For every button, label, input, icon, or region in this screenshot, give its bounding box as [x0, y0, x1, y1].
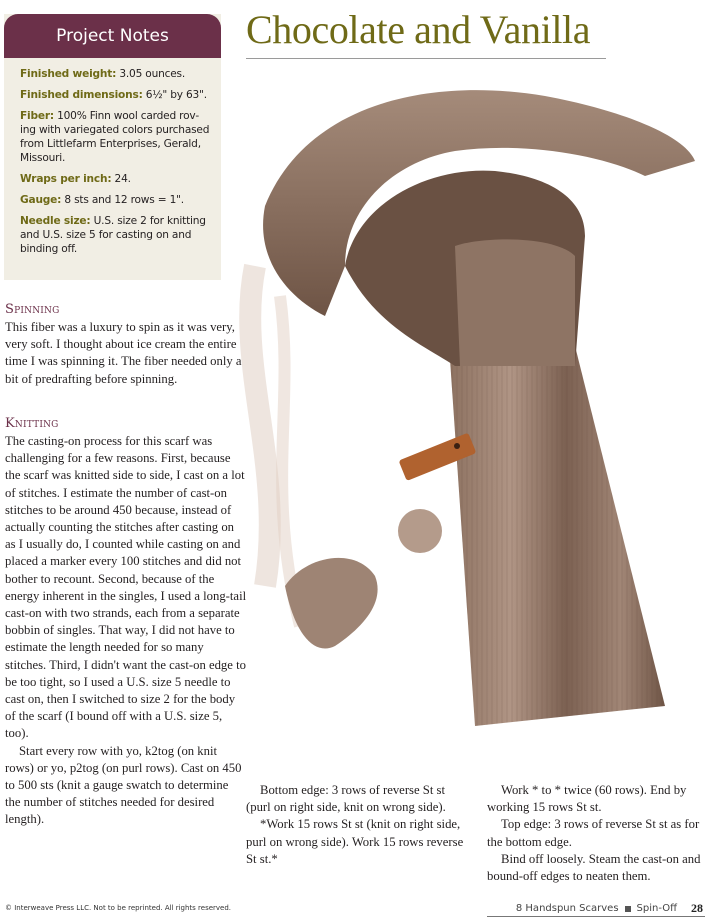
spinning-paragraph: This fiber was a luxury to spin as it was very, very soft. I thought about ice cream the entire time I was spinning it. The fiber needed only a bit of predrafting before spinning. [5, 320, 242, 386]
column-2 [246, 782, 472, 868]
page-footer [516, 901, 703, 916]
spinning-heading: Spinning [5, 302, 60, 317]
yarn-ball [398, 509, 442, 553]
page-number: 28 [691, 901, 703, 915]
project-notes-header: Project Notes [4, 14, 221, 58]
page-title: Chocolate and Vanilla [246, 7, 591, 52]
project-notes-box [4, 14, 221, 280]
knitting-paragraph-2: Start every row with yo, k2tog (on knit rows) or yo, p2tog (on purl rows). Cast on 450 to 500 sts (knit a gauge swatch to determine the number of stitches needed for desired length). [5, 743, 242, 827]
column-2-paragraph-1: Bottom edge: 3 rows of reverse St st (purl on right side, knit on wrong side). [246, 783, 446, 815]
column-3 [487, 782, 713, 885]
knitting-paragraph-1: The casting-on process for this scarf was challenging for a few reasons. First, because the scarf was knitted side to side, I cast on a lot of stitches. I estimate the number of cast-on stitches to be around 450 because, instead of actually counting the stitches after casting on as I usually do, I counted while casting on and placed a marker every 100 stitches and did not bother to recount. Second, because of the energy inherent in the singles, I used a long-tail cast-on with two strands, each from a separate bobbin of singles. That way, I did not have to estimate the length needed for so many stitches. Third, I didn't want the cast-on edge to be too tight, so I used a U.S. size 5 needle to cast on, then I switched to size 2 for the body of the scarf (I bound off with a U.S. size 5, too). [5, 434, 247, 741]
publication-title: 8 Handspun Scarves [515, 903, 619, 914]
column-3-paragraph-2: Top edge: 3 rows of reverse St st as for the bottom edge. [487, 817, 700, 849]
footer-rule [487, 916, 705, 917]
note-finished-dimensions: Finished dimensions: 6½" by 63". [20, 89, 207, 101]
knitting-text [5, 433, 247, 829]
brand-name: Spin-Off [636, 903, 677, 914]
note-needle-size: Needle size: U.S. size 2 for knitting and U.S. size 5 for casting on and binding off. [20, 215, 206, 255]
note-gauge: Gauge: 8 sts and 12 rows = 1". [20, 194, 184, 206]
roving-wisp-1 [250, 266, 270, 586]
copyright-notice: © Interweave Press LLC. Not to be reprinted. All rights reserved. [5, 904, 232, 912]
column-3-paragraph-3: Bind off loosely. Steam the cast-on and bound-off edges to neaten them. [487, 851, 701, 884]
separator-square-icon [625, 906, 631, 912]
column-3-paragraph-1: Work * to * twice (60 rows). End by working 15 rows St st. [487, 783, 687, 815]
title-rule [246, 58, 606, 59]
knitting-heading: Knitting [5, 416, 59, 431]
scarf-photo [225, 66, 721, 766]
note-finished-weight: Finished weight: 3.05 ounces. [20, 68, 186, 80]
note-wraps-per-inch: Wraps per inch: 24. [20, 173, 131, 185]
project-notes-list [4, 58, 221, 256]
note-fiber: Fiber: 100% Finn wool carded roving with variegated colors purchased from Littlefarm Enterprises, Gerald, Missouri. [20, 110, 210, 164]
column-2-paragraph-2: *Work 15 rows St st (knit on right side, purl on wrong side). Work 15 rows reverse St st.* [246, 817, 464, 866]
gauge-swatch [285, 558, 378, 649]
spinning-text [5, 319, 247, 388]
